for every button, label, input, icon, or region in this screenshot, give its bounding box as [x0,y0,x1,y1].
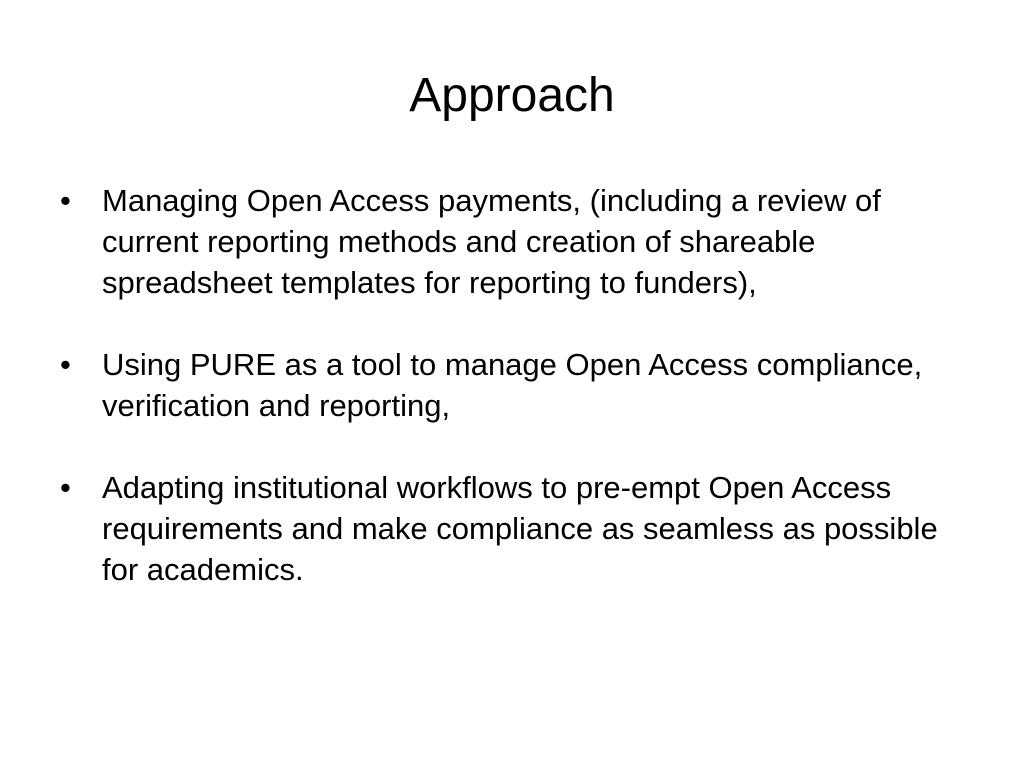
bullet-icon: • [60,347,71,382]
bullet-item [56,467,976,590]
bullet-icon: • [60,183,71,218]
bullet-item [56,344,976,426]
bullet-item [56,180,976,303]
bullet-text: Using PURE as a tool to manage Open Access compliance, verification and reporting, [102,347,923,423]
bullet-text: Adapting institutional workflows to pre-empt Open Access requirements and make compliance as seamless as possible for academics. [102,470,938,587]
bullet-text: Managing Open Access payments, (including a review of current reporting methods and creation of shareable spreadsheet templates for reporting to funders), [102,183,881,300]
bullet-icon: • [60,470,71,505]
slide-title: Approach [409,69,615,122]
bullet-list [56,180,976,590]
